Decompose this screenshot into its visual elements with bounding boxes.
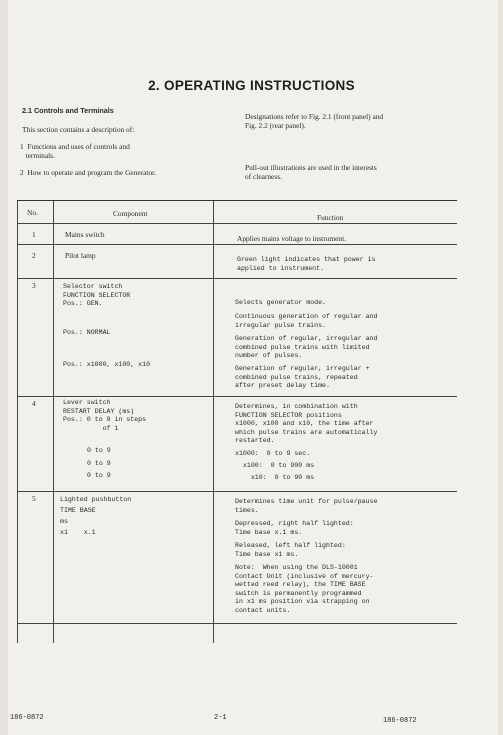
row-1-function: Applies mains voltage to instrument. bbox=[237, 234, 346, 243]
header-component: Component bbox=[113, 209, 148, 218]
page-title: 2. OPERATING INSTRUCTIONS bbox=[148, 78, 355, 93]
row-1-component: Mains switch bbox=[65, 230, 105, 239]
footer-right-code: 186-0872 bbox=[383, 717, 417, 725]
column-divider bbox=[53, 201, 54, 643]
row-4-component-b: 0 to 9 0 to 9 0 to 9 bbox=[87, 447, 111, 479]
row-4-function-a: Determines, in combination with FUNCTION SELECTOR positions x1000, x100 and x10, the time after which pulse trains are automatically restarted. bbox=[235, 403, 378, 445]
row-3-component-c: Pos.: x1000, x100, x10 bbox=[63, 361, 151, 368]
intro-item-1: 1 Functions and uses of controls and terminals. bbox=[20, 142, 130, 160]
row-4-no: 4 bbox=[32, 399, 36, 408]
row-divider bbox=[17, 623, 457, 624]
row-3-function-a: Selects generator mode. bbox=[235, 299, 327, 306]
table-border-left bbox=[17, 201, 18, 643]
column-divider bbox=[213, 201, 214, 643]
row-2-no: 2 bbox=[32, 251, 36, 260]
row-divider bbox=[17, 396, 457, 397]
row-5-function-d: Note: When using the DLS-10001 Contact Unit (inclusive of mercury- wetted reed relay), the TIME BASE switch is permanently programmed in x1 ms position via strapping on contact units. bbox=[235, 564, 374, 614]
row-5-no: 5 bbox=[32, 494, 36, 503]
row-3-function-d: Generation of regular, irregular + combined pulse trains, repeated after preset delay time. bbox=[235, 365, 370, 390]
row-2-function: Green light indicates that power is applied to instrument. bbox=[237, 256, 376, 272]
row-3-no: 3 bbox=[32, 281, 36, 290]
row-3-component-b: Pos.: NORMAL bbox=[63, 329, 111, 336]
intro-item-2: 2 How to operate and program the Generator. bbox=[20, 168, 157, 177]
header-no: No. bbox=[27, 208, 38, 217]
row-3-function-b: Continuous generation of regular and irregular pulse trains. bbox=[235, 313, 378, 329]
row-5-function-b: Depressed, right half lighted: Time base x.1 ms. bbox=[235, 520, 354, 536]
row-divider bbox=[17, 491, 457, 492]
row-2-component: Pilot lamp bbox=[65, 251, 96, 260]
footer-left-code: 186-0872 bbox=[10, 714, 44, 722]
pullout-note: Pull-out illustrations are used in the interests of clearness. bbox=[245, 163, 377, 181]
row-divider bbox=[17, 278, 457, 279]
intro-text: This section contains a description of: bbox=[22, 125, 135, 134]
row-3-component-a: Selector switch FUNCTION SELECTOR Pos.: GEN. bbox=[63, 283, 131, 308]
row-5-component: Lighted pushbutton TIME BASE ms x1 x.1 bbox=[60, 496, 132, 536]
row-3-function-c: Generation of regular, irregular and combined pulse trains with limited number of pulses. bbox=[235, 335, 378, 360]
row-4-function-b: x1000: 0 to 9 sec. x100: 0 to 900 ms x10: 0 to 90 ms bbox=[235, 450, 315, 481]
row-5-function-c: Released, left half lighted: Time base x1 ms. bbox=[235, 542, 346, 558]
component-table bbox=[17, 200, 457, 643]
row-5-function-a: Determines time unit for pulse/pause times. bbox=[235, 498, 378, 514]
row-divider bbox=[17, 223, 457, 224]
designations-note: Designations refer to Fig. 2.1 (front panel) and Fig. 2.2 (rear panel). bbox=[245, 112, 384, 130]
header-function: Function bbox=[317, 213, 344, 222]
section-title: 2.1 Controls and Terminals bbox=[22, 106, 114, 115]
row-divider bbox=[17, 244, 457, 245]
page-number: 2-1 bbox=[214, 714, 227, 722]
row-1-no: 1 bbox=[32, 230, 36, 239]
row-4-component-a: Lever switch RESTART DELAY (ms) Pos.: 0 to 9 in steps of 1 bbox=[63, 399, 147, 432]
